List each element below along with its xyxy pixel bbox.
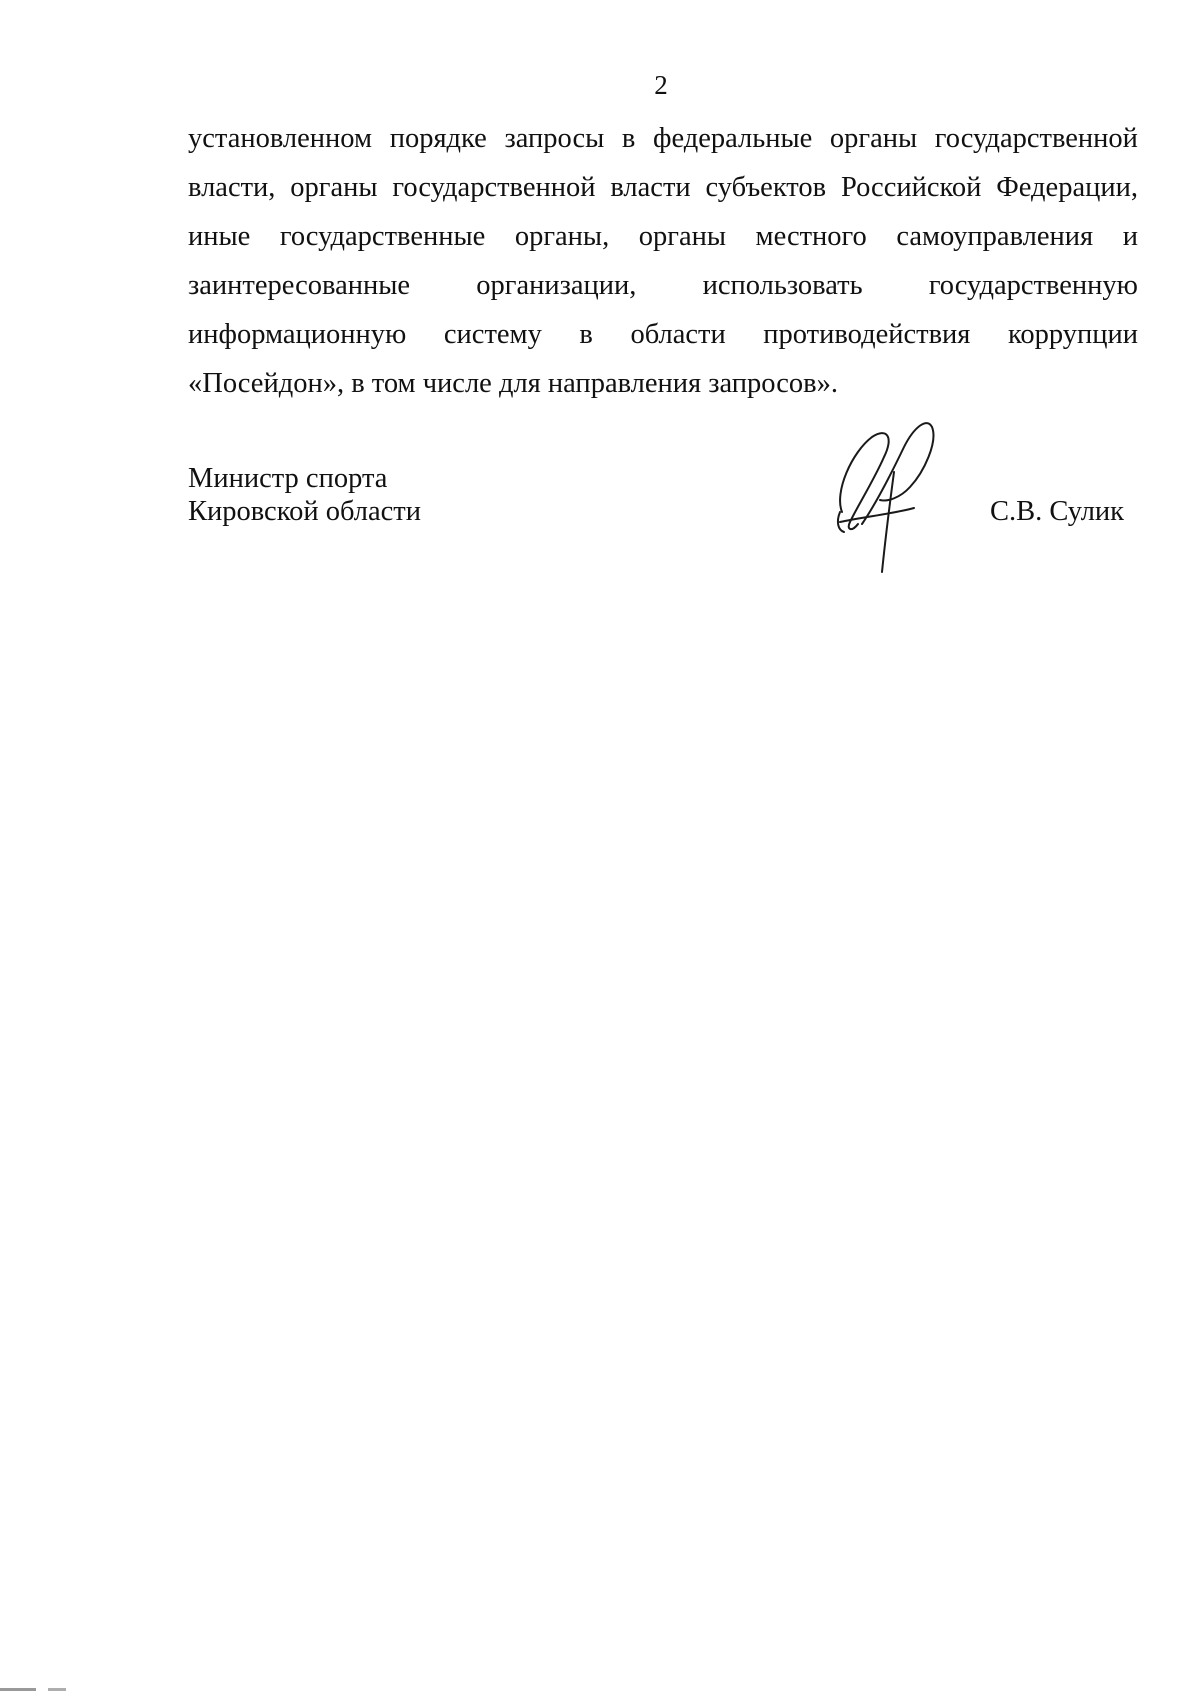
signer-position-line2: Кировской области [188,496,421,527]
body-word: в [579,319,593,350]
body-text [188,123,1138,420]
body-word: федеральные [652,123,813,154]
body-line [188,221,1138,273]
body-word: Российской [840,172,982,203]
body-word: установленном [188,123,373,154]
body-word: государственной [934,123,1138,154]
body-word: власти, [188,172,276,203]
signer-position-line1: Министр спорта [188,463,388,494]
body-word: органы [829,123,918,154]
body-word: противодействия [763,319,971,350]
body-line [188,270,1138,322]
scan-artifact [0,1688,120,1691]
body-word: субъектов [705,172,827,203]
body-word: органы [638,221,726,252]
body-word: использовать [702,270,863,301]
body-word: запросы [504,123,605,154]
body-word: государственную [928,270,1138,301]
body-word: государственные [279,221,486,252]
body-line [188,319,1138,371]
body-word: области [630,319,726,350]
body-word: власти [610,172,691,203]
body-word: органы [290,172,378,203]
body-word: организации, [476,270,637,301]
body-word: порядке [389,123,487,154]
body-word: информационную [188,319,407,350]
body-line [188,123,1138,175]
body-line-last: «Посейдон», в том числе для направления запросов». [188,368,839,399]
handwritten-signature [832,412,972,577]
body-word: органы, [514,221,610,252]
body-word: коррупции [1007,319,1138,350]
body-word: самоуправления [896,221,1094,252]
body-word: Федерации, [996,172,1138,203]
body-word: иные [188,221,251,252]
signer-name: С.В. Сулик [990,496,1125,527]
body-word: местного [755,221,867,252]
body-word: и [1122,221,1138,252]
body-word: в [621,123,636,154]
page-number: 2 [654,70,668,100]
body-word: государственной [392,172,596,203]
body-word: заинтересованные [188,270,411,301]
signature-block [188,462,421,528]
body-line [188,172,1138,224]
body-word: систему [443,319,542,350]
